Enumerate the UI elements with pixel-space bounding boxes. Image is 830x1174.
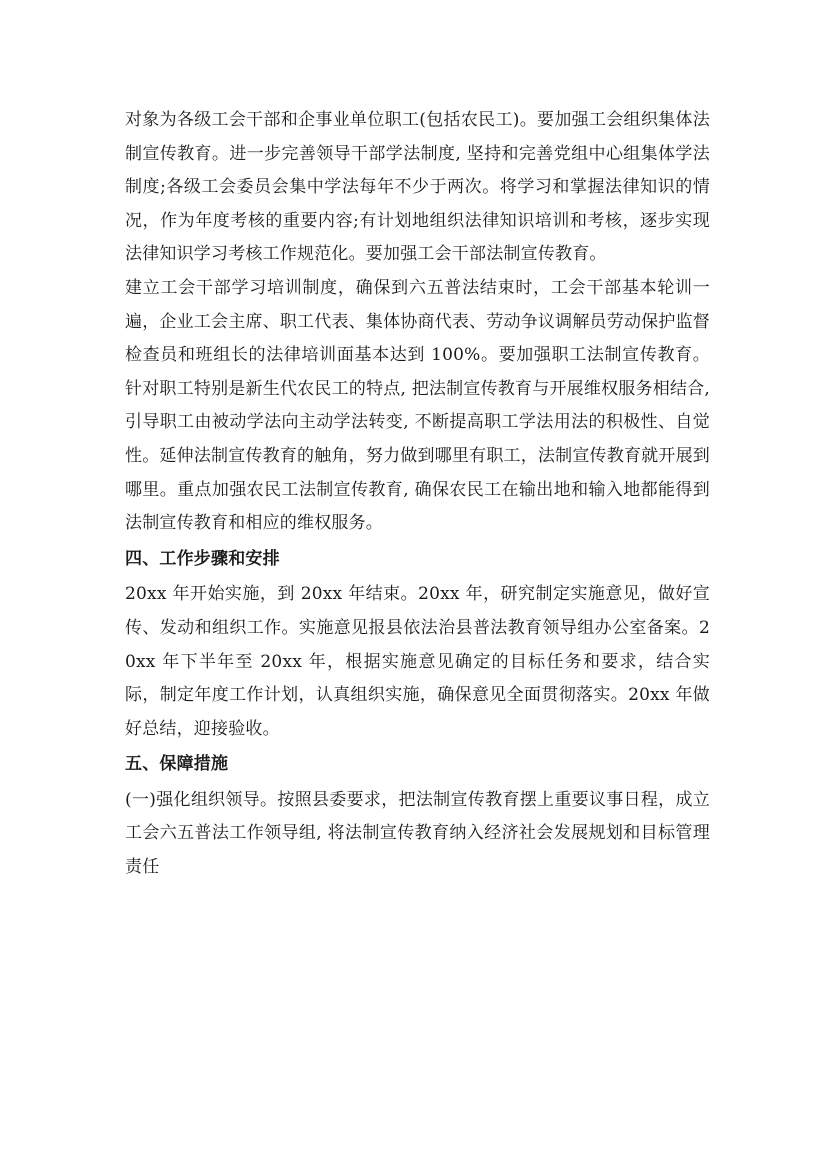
paragraph-schedule: 20xx 年开始实施，到 20xx 年结束。20xx 年，研究制定实施意见，做好宣传、发动和组织工作。实施意见报县依法治县普法教育领导组办公室备案。20xx 年下半年至 20xx 年，根据实施意见确定的目标任务和要求，结合实际，制定年度工作计划，认真组织实施，确保意见全面贯彻落实。20xx 年做好总结，迎接验收。 [125, 584, 710, 739]
section-heading-measures: 五、保障措施 [125, 754, 229, 775]
paragraph-leadership: (一)强化组织领导。按照县委要求，把法制宣传教育摆上重要议事日程，成立工会六五普法工作领导组, 将法制宣传教育纳入经济社会发展规划和目标管理责任 [125, 789, 710, 878]
paragraph-training-system: 建立工会干部学习培训制度，确保到六五普法结束时，工会干部基本轮训一遍，企业工会主席、职工代表、集体协商代表、劳动争议调解员劳动保护监督检查员和班组长的法律培训面基本达到 100%。要加强职工法制宣传教育。针对职工特别是新生代农民工的特点, 把法制宣传教育与开展维权服务相结合, 引导职工由被动学法向主动学法转变, 不断提高职工学法用法的积极性、自觉性。延伸法制宣传教育的触角，努力做到哪里有职工，法制宣传教育就开展到哪里。重点加强农民工法制宣传教育, 确保农民工在输出地和输入地都能得到法制宣传教育和相应的维权服务。 [125, 277, 710, 534]
section-heading-steps: 四、工作步骤和安排 [125, 548, 280, 569]
document-body [125, 104, 710, 885]
paragraph-cadre-education: 对象为各级工会干部和企事业单位职工(包括农民工)。要加强工会组织集体法制宣传教育。进一步完善领导干部学法制度, 坚持和完善党组中心组集体学法制度;各级工会委员会集中学法每年不少于两次。将学习和掌握法律知识的情况，作为年度考核的重要内容;有计划地组织法律知识培训和考核，逐步实现法律知识学习考核工作规范化。要加强工会干部法制宣传教育。 [125, 110, 710, 265]
